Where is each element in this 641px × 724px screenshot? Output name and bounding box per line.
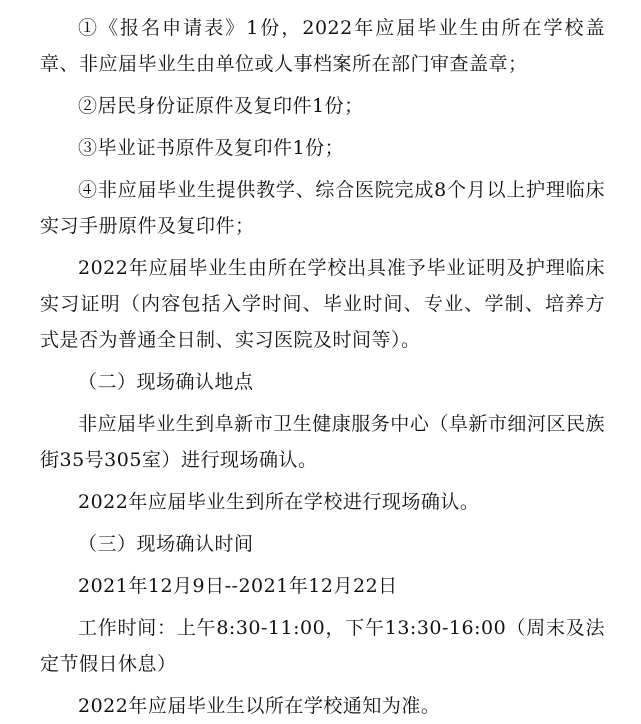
item-internship-manual: ④非应届毕业生提供教学、综合医院完成8个月以上护理临床实习手册原件及复印件； — [40, 179, 605, 237]
time-date-range: 2021年12月9日--2021年12月22日 — [78, 575, 398, 597]
location-heading: （二）现场确认地点 — [78, 371, 254, 393]
time-working-hours: 工作时间：上午8:30-11:00，下午13:30-16:00（周末及法定节假日休息） — [40, 617, 605, 675]
location-non-graduates: 非应届毕业生到阜新市卫生健康服务中心（阜新市细河区民族街35号305室）进行现场确认。 — [40, 413, 605, 471]
item-id-card: ②居民身份证原件及复印件1份； — [78, 95, 364, 117]
time-graduates-notice: 2022年应届毕业生以所在学校通知为准。 — [78, 695, 441, 717]
time-heading: （三）现场确认时间 — [78, 533, 254, 555]
graduate-note: 2022年应届毕业生由所在学校出具准予毕业证明及护理临床实习证明（内容包括入学时间、毕业时间、专业、学制、培养方式是否为普通全日制、实习医院及时间等）。 — [40, 257, 605, 351]
item-diploma: ③毕业证书原件及复印件1份； — [78, 137, 345, 159]
item-application-form: ①《报名申请表》1份，2022年应届毕业生由所在学校盖章、非应届毕业生由单位或人事档案所在部门审查盖章； — [40, 17, 605, 75]
location-graduates: 2022年应届毕业生到所在学校进行现场确认。 — [78, 491, 480, 513]
